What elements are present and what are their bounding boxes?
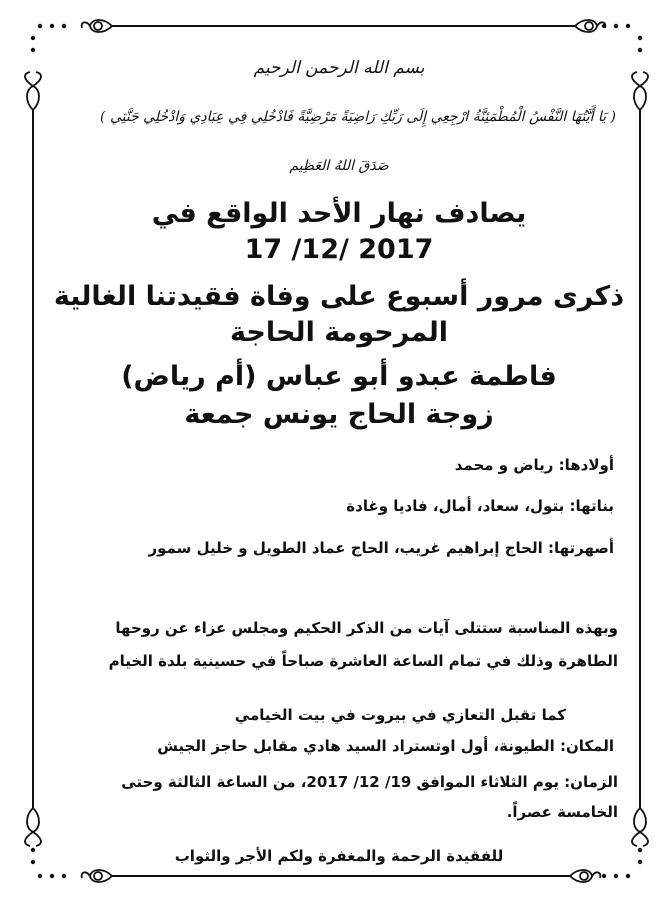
headline-date: 17 /12/ 2017 — [244, 234, 434, 265]
flourish-bottom-left-icon — [82, 870, 112, 882]
headline-title: المرحومة الحاجة — [230, 317, 448, 348]
flourish-right-top-icon — [632, 72, 648, 110]
ceremony-paragraph: وبهذه المناسبة ستتلى آيات من الذكر الحكيم ومجلس عزاء عن روحها الطاهرة وذلك في تمام الساعة العاشرة صباحاً في حسينية بلدة الخيام — [108, 619, 618, 670]
sadaqa-line: صَدَقَ اللهُ العَظِيم — [289, 158, 389, 174]
deceased-name: فاطمة عبدو أبو عباس (أم رياض) — [121, 361, 557, 392]
family-sons-in-law: أصهرتها: الحاج إبراهيم غريب، الحاج عماد الطويل و خليل سمور — [148, 539, 614, 557]
flourish-left-bottom-icon — [25, 808, 41, 846]
family-daughters: بناتها: بتول، سعاد، أمال، فاديا وغادة — [346, 497, 614, 515]
flourish-top-right-icon — [575, 20, 605, 32]
family-sons: أولادها: رياض و محمد — [454, 456, 614, 474]
condolences-place: المكان: الطيونة، أول اوتستراد السيد هادي مقابل حاجز الجيش — [157, 737, 614, 755]
flourish-right-bottom-icon — [632, 808, 648, 846]
flourish-left-top-icon — [25, 72, 41, 110]
condolences-time: الزمان: يوم الثلاثاء الموافق 19/ 12/ 2017، من الساعة الثالثة وحتى الخامسة عصراً. — [121, 773, 618, 821]
headline-date-intro: يصادف نهار الأحد الواقع في — [151, 198, 527, 229]
closing-prayer: للفقيدة الرحمة والمغفرة ولكم الأجر والثواب — [174, 847, 504, 865]
condolences-intro: كما تقبل التعازي في بيروت في بيت الخيامي — [234, 706, 566, 724]
headline-memorial: ذكرى مرور أسبوع على وفاة فقيدتنا الغالية — [53, 281, 625, 312]
flourish-bottom-right-icon — [570, 870, 600, 882]
quran-verse: ( يَا أَيَّتُهَا النَّفْسُ الْمُطْمَئِنَّةُ ارْجِعِي إِلَى رَبِّكِ رَاضِيَةً مَرْضِيَّةً فَادْخُلِي فِي عِبَادِي وَادْخُلِي جَنَّتِي ) — [100, 109, 616, 125]
flourish-top-left-icon — [82, 20, 112, 32]
spouse-line: زوجة الحاج يونس جمعة — [184, 399, 494, 430]
basmala: بسم الله الرحمن الرحيم — [253, 58, 425, 78]
